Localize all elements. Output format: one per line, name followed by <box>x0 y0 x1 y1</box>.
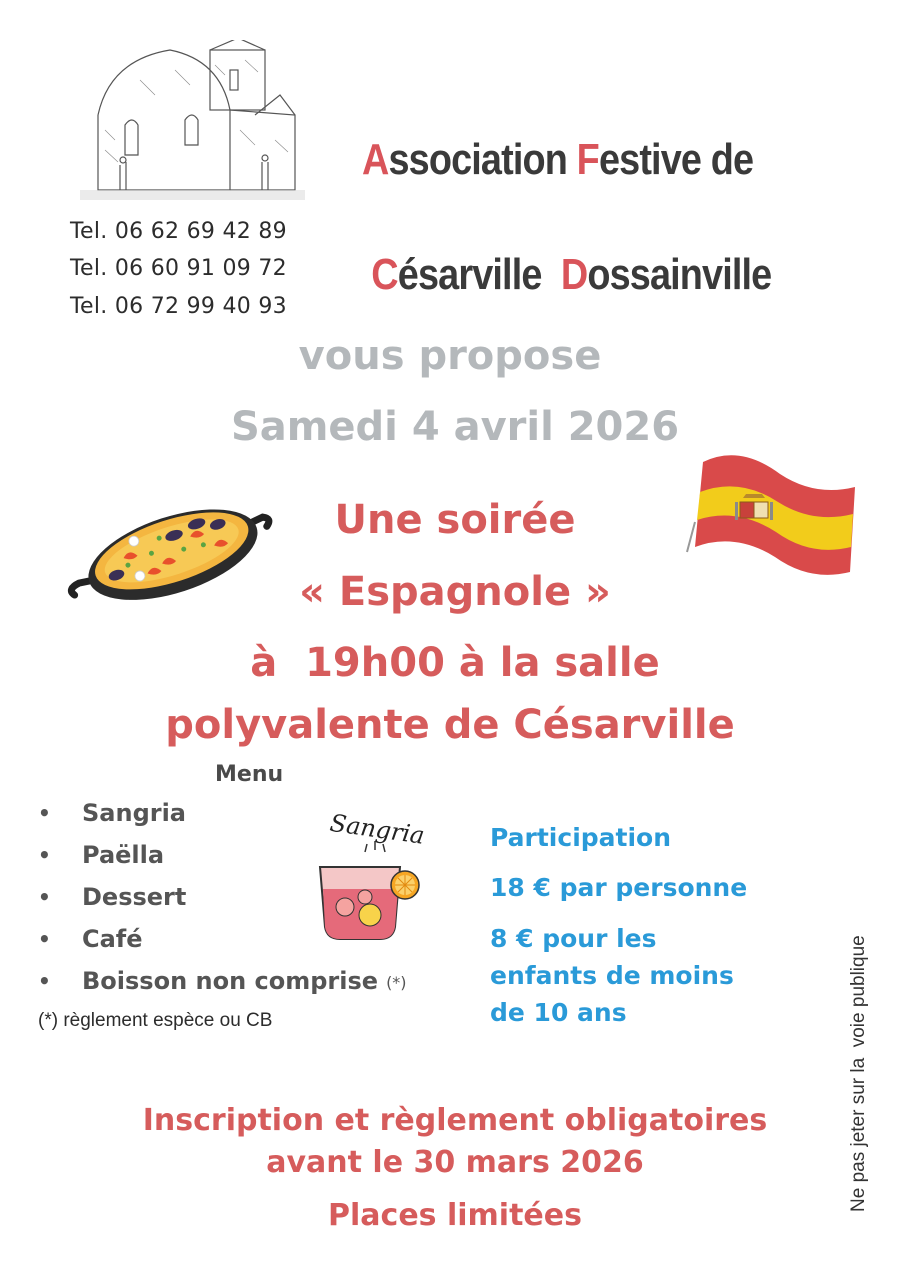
org-word-dossainville: ossainville <box>587 250 772 299</box>
menu-item <box>38 966 407 1008</box>
menu-item-label: Sangria <box>82 799 187 827</box>
org-initial-c: C <box>371 250 398 299</box>
phone-number-1: Tel. 06 62 69 42 89 <box>70 219 287 244</box>
org-word-association: ssociation <box>388 135 577 184</box>
bullet-icon: • <box>38 885 51 909</box>
event-title-line-1: Une soirée <box>334 497 576 543</box>
registration-deadline: avant le 30 mars 2026 <box>266 1145 644 1180</box>
event-time-location-line-2: polyvalente de Césarville <box>165 702 735 748</box>
event-time-location-line-1: à 19h00 à la salle <box>250 640 660 686</box>
org-initial-f: F <box>576 135 599 184</box>
participation-heading: Participation <box>490 823 672 852</box>
event-title-line-2: « Espagnole » <box>299 569 611 615</box>
org-initial-d: D <box>560 250 588 299</box>
menu-item-label: Café <box>82 925 143 953</box>
phone-number-2: Tel. 06 60 91 09 72 <box>70 256 287 281</box>
menu-item-label: Dessert <box>82 883 187 911</box>
bullet-icon: • <box>38 927 51 951</box>
price-child-line-3: de 10 ans <box>490 998 627 1027</box>
bullet-icon: • <box>38 801 51 825</box>
price-adult: 18 € par personne <box>490 873 748 902</box>
price-child <box>490 920 734 1031</box>
price-child-line-1: 8 € pour les <box>490 924 657 953</box>
menu-item-label: Boisson non comprise <box>82 967 379 995</box>
bullet-icon: • <box>38 843 51 867</box>
church-sketch-icon <box>80 40 305 205</box>
asterisk-note-marker: (*) <box>386 973 407 992</box>
organization-name-line-2 <box>352 200 771 300</box>
organization-name-line-1 <box>362 135 753 185</box>
sangria-glass-icon <box>305 797 445 947</box>
price-child-line-2: enfants de moins <box>490 961 734 990</box>
propose-heading: vous propose <box>298 333 602 379</box>
limited-places-notice: Places limitées <box>328 1198 582 1233</box>
litter-notice: Ne pas jeter sur la voie publique <box>848 935 869 1212</box>
org-initial-a: A <box>362 135 389 184</box>
event-date: Samedi 4 avril 2026 <box>230 404 680 450</box>
bullet-icon: • <box>38 969 51 993</box>
org-word-cesarville: ésarville <box>397 250 561 299</box>
sangria-handwritten-label: Sangria <box>328 808 427 850</box>
payment-note: (*) règlement espèce ou CB <box>38 1010 273 1031</box>
registration-notice: Inscription et règlement obligatoires <box>142 1103 768 1138</box>
phone-number-3: Tel. 06 72 99 40 93 <box>70 294 287 319</box>
org-word-festive: estive de <box>598 135 754 184</box>
menu-heading: Menu <box>215 762 284 787</box>
menu-item-label: Paëlla <box>82 841 165 869</box>
